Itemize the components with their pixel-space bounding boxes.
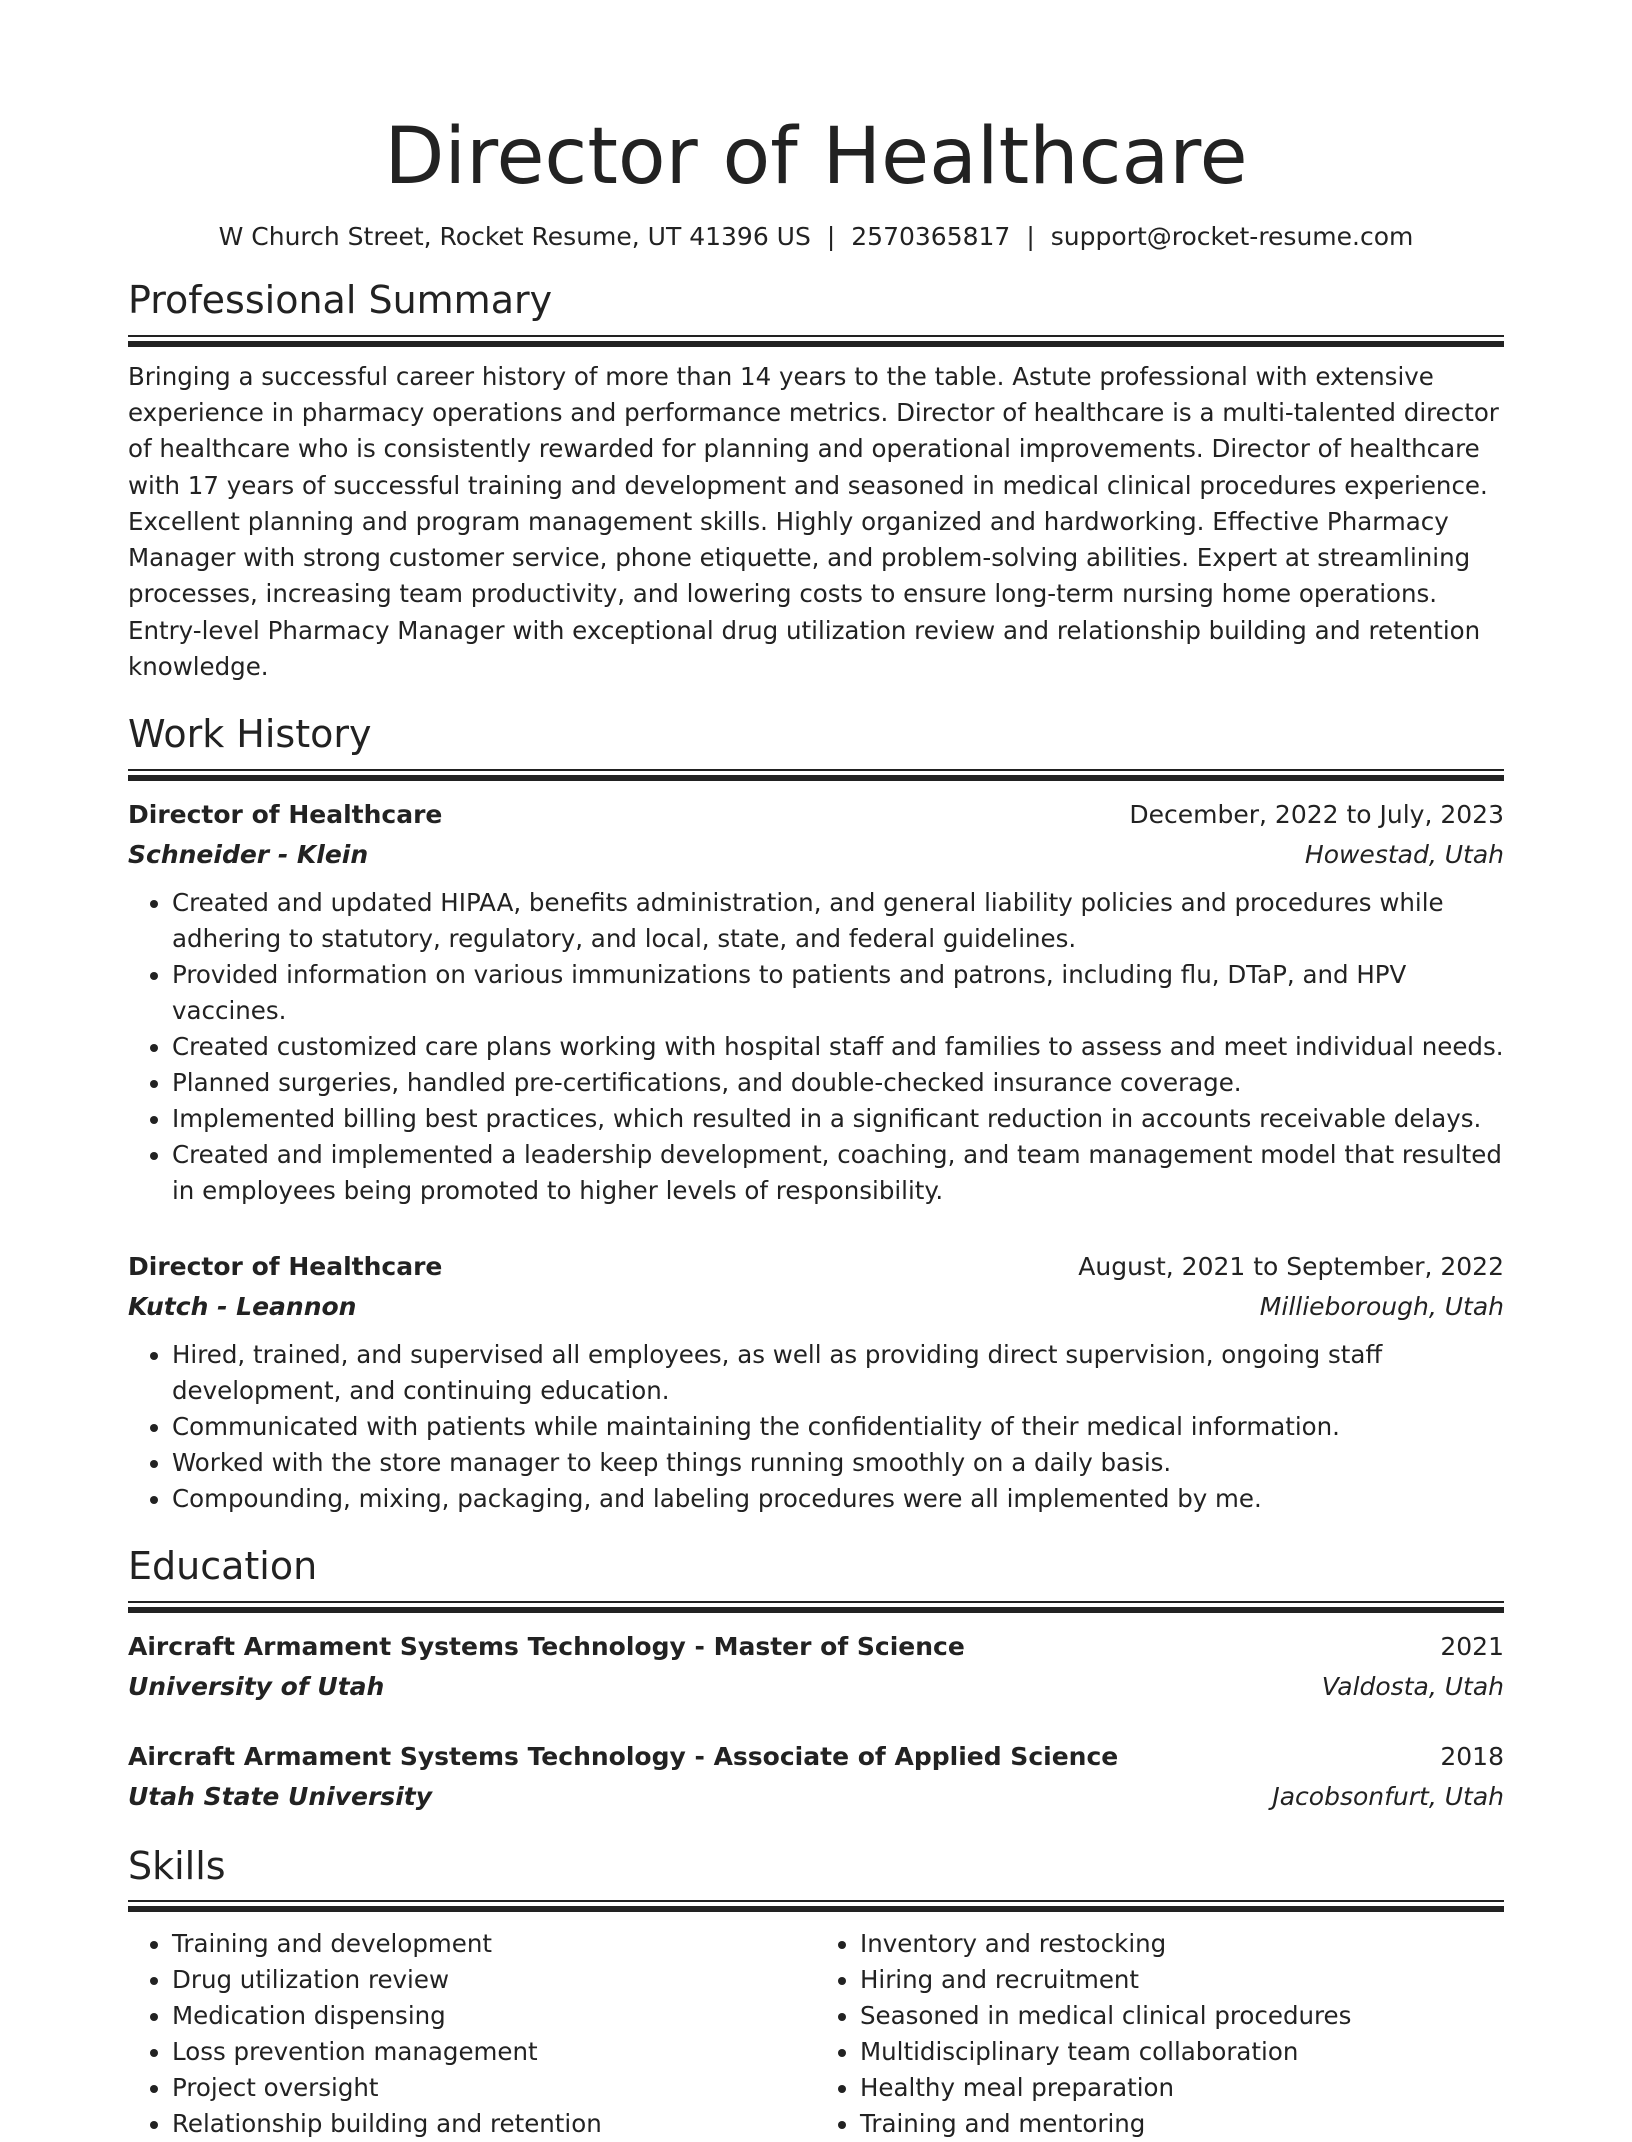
skills-columns xyxy=(128,1926,1504,2142)
section-title-work: Work History xyxy=(128,712,372,757)
contact-email: support@rocket-resume.com xyxy=(1050,222,1414,251)
job-role: Director of Healthcare xyxy=(128,800,443,830)
list-item: • Provided information on various immunizations to patients and patrons, including flu, DTaP, and HPV vaccines. xyxy=(172,957,1504,1029)
list-item: • Implemented billing best practices, which resulted in a significant reduction in accounts receivable delays. xyxy=(172,1101,1504,1137)
education-year: 2018 xyxy=(1440,1741,1504,1771)
education-entry xyxy=(128,1737,1504,1817)
contact-line xyxy=(128,222,1504,251)
education-entry xyxy=(128,1627,1504,1707)
job-header-row xyxy=(128,1247,1504,1287)
resume-page xyxy=(128,112,1504,2142)
job-subheader-row xyxy=(128,1287,1504,1327)
job-entry xyxy=(128,1247,1504,1517)
skills-list-left xyxy=(128,1926,816,2142)
skill-item: • Seasoned in medical clinical procedures xyxy=(860,1998,1504,2034)
job-location: Millieborough, Utah xyxy=(1259,1292,1504,1322)
skill-item: • Inventory and restocking xyxy=(860,1926,1504,1962)
job-company: Kutch - Leannon xyxy=(128,1292,357,1322)
resume-name: Director of Healthcare xyxy=(384,112,1248,202)
skills-section xyxy=(128,1845,1504,2142)
summary-section xyxy=(128,279,1504,685)
list-item: • Created and implemented a leadership development, coaching, and team management model that resulted in employees being promoted to higher levels of responsibility. xyxy=(172,1137,1504,1209)
skill-item: • Healthy meal preparation xyxy=(860,2070,1504,2106)
section-divider xyxy=(128,1601,1504,1613)
job-role: Director of Healthcare xyxy=(128,1252,443,1282)
list-item: • Hired, trained, and supervised all employees, as well as providing direct supervision, ongoing staff development, and continuing education. xyxy=(172,1337,1504,1409)
education-school: Utah State University xyxy=(128,1781,433,1811)
education-subheader-row xyxy=(128,1667,1504,1707)
skill-item: • Drug utilization review xyxy=(172,1962,816,1998)
job-bullets xyxy=(128,1337,1504,1517)
education-location: Jacobsonfurt, Utah xyxy=(1272,1781,1504,1811)
section-divider xyxy=(128,769,1504,781)
job-entry xyxy=(128,795,1504,1209)
work-section xyxy=(128,713,1504,1517)
list-item: • Created and updated HIPAA, benefits administration, and general liability policies and procedures while adhering to statutory, regulatory, and local, state, and federal guidelines. xyxy=(172,885,1504,957)
section-title-education: Education xyxy=(128,1544,318,1589)
contact-phone: 2570365817 xyxy=(851,222,1011,251)
section-title-summary: Professional Summary xyxy=(128,278,553,322)
list-item: • Communicated with patients while maintaining the confidentiality of their medical information. xyxy=(172,1409,1504,1445)
section-divider xyxy=(128,1900,1504,1912)
education-header-row xyxy=(128,1737,1504,1777)
job-header-row xyxy=(128,795,1504,835)
skill-item: • Medication dispensing xyxy=(172,1998,816,2034)
job-subheader-row xyxy=(128,835,1504,875)
job-dates: December, 2022 to July, 2023 xyxy=(1129,800,1504,830)
skill-item: • Project oversight xyxy=(172,2070,816,2106)
skill-item: • Multidisciplinary team collaboration xyxy=(860,2034,1504,2070)
section-divider xyxy=(128,335,1504,347)
education-header-row xyxy=(128,1627,1504,1667)
job-company: Schneider - Klein xyxy=(128,840,369,870)
skill-item: • Loss prevention management xyxy=(172,2034,816,2070)
list-item: • Created customized care plans working with hospital staff and families to assess and meet individual needs. xyxy=(172,1029,1504,1065)
skill-item: • Hiring and recruitment xyxy=(860,1962,1504,1998)
skills-list-right xyxy=(816,1926,1504,2142)
contact-address: W Church Street, Rocket Resume, UT 41396 US xyxy=(218,222,811,251)
contact-separator: | xyxy=(1026,222,1035,251)
education-degree: Aircraft Armament Systems Technology - Associate of Applied Science xyxy=(128,1741,1119,1771)
skill-item: • Relationship building and retention xyxy=(172,2106,816,2142)
skill-item: • Training and mentoring xyxy=(860,2106,1504,2142)
job-dates: August, 2021 to September, 2022 xyxy=(1078,1252,1504,1282)
education-subheader-row xyxy=(128,1777,1504,1817)
summary-text: Bringing a successful career history of more than 14 years to the table. Astute professional with extensive experience in pharmacy operations and performance metrics. Director of healthcare is a multi-talented director of healthcare who is consistently rewarded for planning and operational improvements. Director of healthcare with 17 years of successful training and development and seasoned in medical clinical procedures experience. Excellent planning and program management skills. Highly organized and hardworking. Effective Pharmacy Manager with strong customer service, phone etiquette, and problem-solving abilities. Expert at streamlining processes, increasing team productivity, and lowering costs to ensure long-term nursing home operations. Entry-level Pharmacy Manager with exceptional drug utilization review and relationship building and retention knowledge. xyxy=(128,361,1499,682)
education-location: Valdosta, Utah xyxy=(1321,1671,1504,1701)
section-title-skills: Skills xyxy=(128,1843,226,1888)
job-location: Howestad, Utah xyxy=(1304,840,1504,870)
list-item: • Compounding, mixing, packaging, and labeling procedures were all implemented by me. xyxy=(172,1481,1504,1517)
contact-separator: | xyxy=(826,222,836,251)
list-item: • Planned surgeries, handled pre-certifications, and double-checked insurance coverage. xyxy=(172,1065,1504,1101)
education-school: University of Utah xyxy=(128,1671,385,1701)
skill-item: • Training and development xyxy=(172,1926,816,1962)
list-item: • Worked with the store manager to keep things running smoothly on a daily basis. xyxy=(172,1445,1504,1481)
education-year: 2021 xyxy=(1440,1631,1504,1661)
education-section xyxy=(128,1545,1504,1817)
education-degree: Aircraft Armament Systems Technology - Master of Science xyxy=(128,1631,965,1661)
job-bullets xyxy=(128,885,1504,1209)
